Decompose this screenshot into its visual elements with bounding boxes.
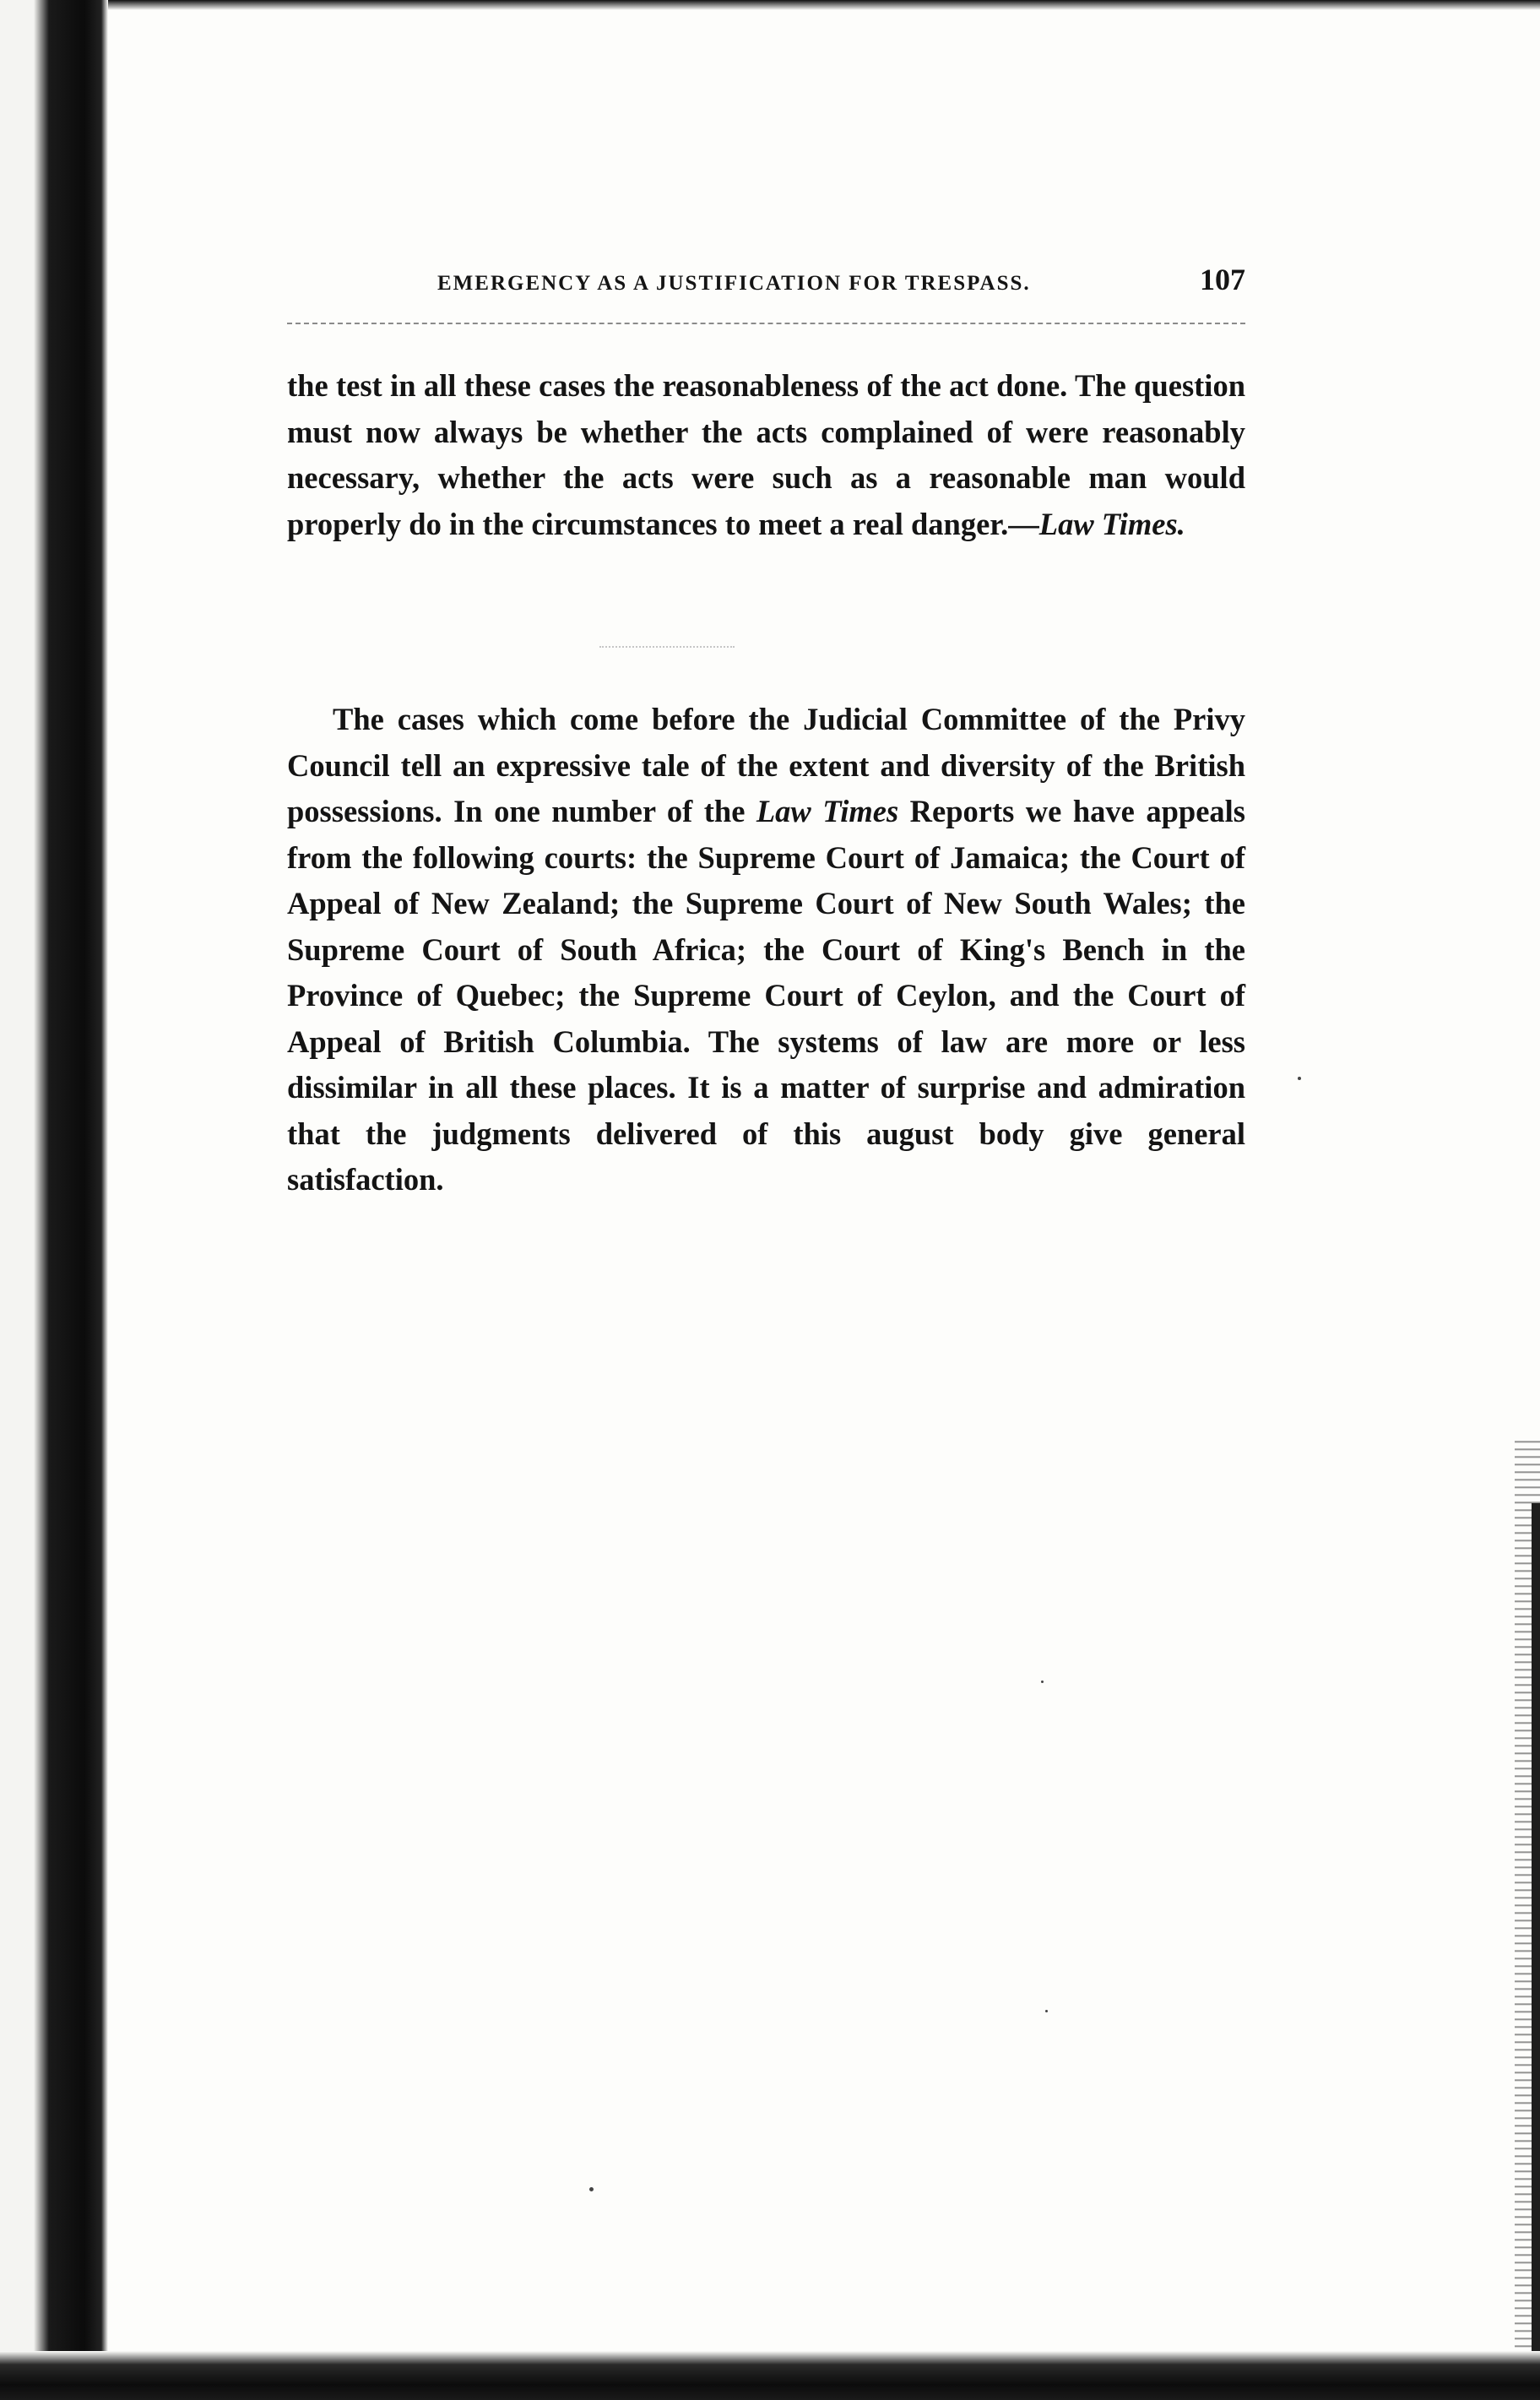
scan-speck <box>1045 2010 1048 2012</box>
page-number: 107 <box>1200 263 1245 296</box>
scan-speck <box>589 2187 594 2191</box>
right-edge-shadow <box>1532 1503 1540 2400</box>
binding-edge <box>0 0 108 2400</box>
paragraph-2-italic: Law Times <box>756 794 899 828</box>
scan-speck <box>1298 1077 1301 1080</box>
paragraph-1 <box>287 363 1245 547</box>
paragraph-2-text-before: The cases which come before the Judicial Committee of the Privy Council tell an expressive tale of the extent and diversity of the British possessions. In one number of the <box>287 702 1245 828</box>
running-title: EMERGENCY AS A JUSTIFICATION FOR TRESPASS. <box>437 272 1031 295</box>
paragraph-1-source: Law Times. <box>1038 506 1185 541</box>
header-rule <box>287 323 1245 324</box>
paragraph-2 <box>287 697 1245 1203</box>
paragraph-2-text-after: Reports we have appeals from the following courts: the Supreme Court of Jamaica; the Court of Appeal of New Zealand; the Supreme Court of New South Wales; the Supreme Court of South Africa; the Court of King's Bench in the Province of Quebec; the Supreme Court of Ceylon, and the Court of Appeal of British Columbia. The systems of law are more or less dissimilar in all these places. It is a matter of surprise and admiration that the judgments delivered of this august body give general satisfaction. <box>287 794 1245 1197</box>
running-header <box>287 262 1245 304</box>
section-separator <box>599 646 735 648</box>
top-edge-shadow <box>0 0 1540 10</box>
paragraph-1-text: the test in all these cases the reasonableness of the act done. The question must now always be whether the acts complained of were reasonably necessary, whether the acts were such as a reasonable man would properly do in the circumstances to meet a real danger.— <box>287 368 1245 541</box>
page-content <box>287 262 1245 1197</box>
bottom-edge-shadow <box>0 2351 1540 2400</box>
scan-speck <box>1041 1681 1044 1683</box>
